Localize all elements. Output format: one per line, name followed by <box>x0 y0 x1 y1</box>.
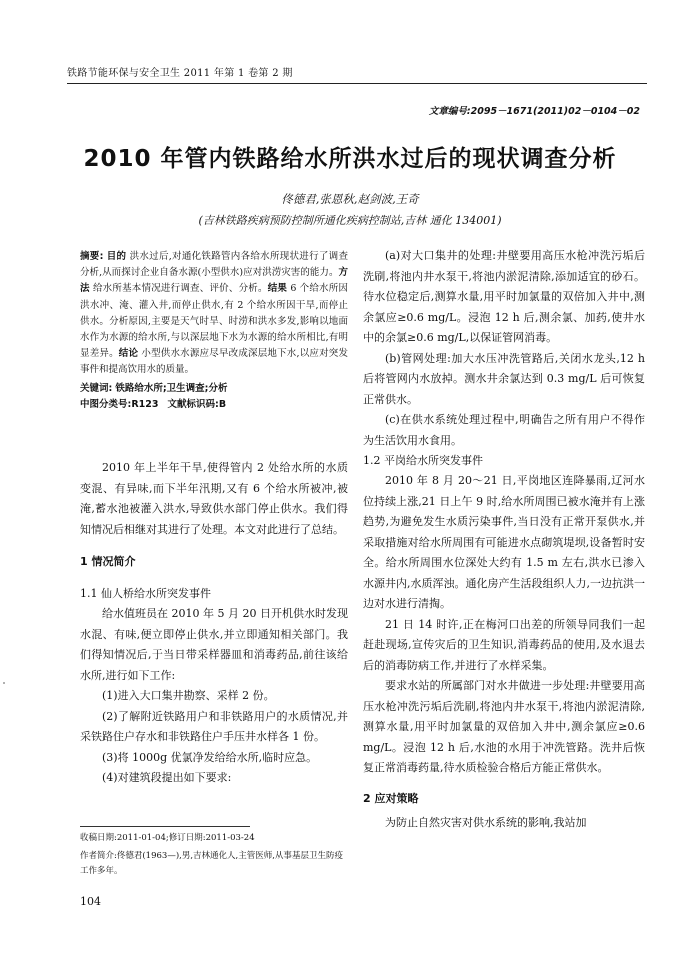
subsection-1-2-heading: 1.2 平岗给水所突发事件 <box>363 454 483 467</box>
paragraph-c: (c)在供水系统处理过程中,明确告之所有用户不得作为生活饮用水食用。 <box>363 413 645 447</box>
list-item: (1)进入大口集井勘察、采样 2 份。 <box>102 689 275 702</box>
method-label: 方法 <box>80 267 348 295</box>
purpose-label: 目的 <box>106 251 127 262</box>
section-1-heading: 1 情况简介 <box>80 555 136 568</box>
conclusion-text: 小型供水水源应尽早改成深层地下水,以应对突发事件和提高饮用水的质量。 <box>80 348 348 376</box>
abstract-text <box>80 249 348 379</box>
subsection-1-1-heading: 1.1 仙人桥给水所突发事件 <box>80 587 211 600</box>
result-label: 结果 <box>267 283 288 295</box>
list-item: (3)将 1000g 优氯净发给给水所,临时应急。 <box>102 750 318 764</box>
scan-speck <box>3 682 5 684</box>
section-2-heading: 2 应对策略 <box>363 791 419 805</box>
running-head: 铁路节能环保与安全卫生 2011 年第 1 卷第 2 期 <box>67 68 293 79</box>
left-body <box>80 458 348 789</box>
paragraph-1-2b: 21 日 14 时许,正在梅河口出差的所领导同我们一起赶赴现场,宣传灾后的卫生知识,消毒药品的使用,及水退去后的消毒防病工作,并进行了水样采集。 <box>363 617 645 672</box>
page-number: 104 <box>80 895 101 908</box>
received-date-note: 收稿日期:2011-01-04;修订日期:2011-03-24 <box>80 833 255 843</box>
purpose-text: 洪水过后,对通化铁路管内各给水所现状进行了调查分析,从而探讨企业自备水源(小型供水)应对洪涝灾害的能力。 <box>80 251 348 279</box>
abstract-block <box>80 249 348 413</box>
paragraph-1-2a: 2010 年 8 月 20～21 日,平岗地区连降暴雨,辽河水位持续上涨,21 日上午 9 时,给水所周围已被水淹并有上涨趋势,为避免发生水质污染事件,当日没有正常开泵供水,并采取措施对给水所周围有可能进水点砌筑堤坝,设备暂时安全。给水所周围水位深处大约有 1.5 m 左右,洪水已渗入水源井内,水质浑浊。通化房产生活段组织人力,一边抗洪一边对水进行清掏。 <box>363 474 645 610</box>
classification-line <box>80 397 348 413</box>
method-text: 给水所基本情况进行调查、评价、分析。 <box>92 283 268 295</box>
footnote-rule <box>80 826 250 827</box>
paragraph-1-1: 给水值班员在 2010 年 5 月 20 日开机供水时发现水混、有味,便立即停止供水,并立即通知相关部门。我们得知情况后,于当日带采样器皿和消毒药品,前往该给水所,进行如下工作: <box>80 607 348 682</box>
result-text: 6 个给水所因洪水冲、淹、灌入井,而停止供水,有 2 个给水所因干旱,而停止供水。分析原因,主要是天气时旱、时涝和洪水多发,影响以地面水作为水源的给水所,与以深层地下水为水源的给水所相比,有明显差异。 <box>80 283 348 360</box>
paragraph-2: 为防止自然灾害对供水系统的影响,我站加 <box>385 815 587 829</box>
doc-code-label: 文献标识码: <box>167 398 219 410</box>
conclusion-label: 结论 <box>118 348 139 360</box>
article-number: 文章编号:2095－1671(2011)02－0104－02 <box>428 106 640 117</box>
list-item: (4)对建筑段提出如下要求: <box>102 771 232 784</box>
clc-value: R123 <box>131 398 159 410</box>
keywords-label: 关键词: <box>80 382 113 394</box>
article-affiliation: (吉林铁路疾病预防控制所通化疾病控制站,吉林 通化 134001) <box>198 214 502 227</box>
abstract-label: 摘要: <box>80 251 104 262</box>
keywords-text: 铁路给水所;卫生调查;分析 <box>115 382 228 394</box>
author-bio-note: 作者简介:佟德君(1963—),男,吉林通化人,主管医师,从事基层卫生防疫工作多年。 <box>80 851 343 876</box>
paragraph-b: (b)管网处理:加大水压冲洗管路后,关闭水龙头,12 h 后将管网内水放掉。测水井余氯达到 0.3 mg/L 后可恢复正常供水。 <box>363 351 645 406</box>
header-rule <box>67 83 647 84</box>
intro-paragraph: 2010 年上半年干旱,使得管内 2 处给水所的水质变混、有异味,而下半年汛期,又有 6 个给水所被冲,被淹,蓄水池被灌入洪水,导致供水部门停止供水。我们得知情况后相继对其进行了处理。本文对此进行了总结。 <box>80 461 348 536</box>
list-item: (2)了解附近铁路用户和非铁路用户的水质情况,并采铁路住户存水和非铁路住户手压井水样各 1 份。 <box>80 709 348 743</box>
right-body <box>363 246 645 833</box>
clc-label: 中图分类号: <box>80 398 132 410</box>
article-title: 2010 年管内铁路给水所洪水过后的现状调查分析 <box>83 146 617 172</box>
article-authors: 佟德君,张恩秋,赵剑波,王奇 <box>281 192 419 206</box>
paragraph-1-2c: 要求水站的所属部门对水井做进一步处理:井壁要用高压水枪冲洗污垢后洗刷,将池内井水泵干,将池内淤泥清除,测算水量,用平时加氯量的双倍加入井中,测余氯应≥0.6 mg/L。浸泡 12 h 后,水池的水用于冲洗管路。洗井后恢复正常消毒药量,待水质检验合格后方能正常供水。 <box>363 679 645 774</box>
doc-code-value: B <box>218 398 227 410</box>
keywords-line <box>80 381 348 397</box>
paragraph-a: (a)对大口集井的处理:井壁要用高压水枪冲洗污垢后洗刷,将池内井水泵干,将池内淤泥清除,添加适宜的砂石。待水位稳定后,测算水量,用平时加氯量的双倍加入井中,测余氯应≥0.6 mg/L。浸泡 12 h 后,测余氯、加药,使井水中的余氯≥0.6 mg/L,以保证管网消毒。 <box>363 249 645 344</box>
